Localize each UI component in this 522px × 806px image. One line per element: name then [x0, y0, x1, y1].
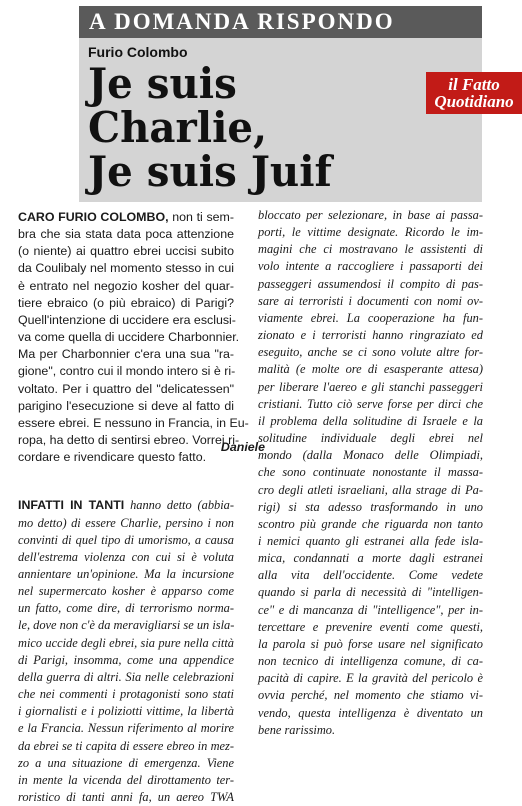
- reply-line: dell'estrema violenza con cui si è voluta: [18, 549, 234, 564]
- reply-line: da ebrei se ti capita di essere ebreo in mez-: [18, 738, 234, 753]
- reply-lead: INFATTI IN TANTI: [18, 498, 125, 513]
- newspaper-logo: [426, 72, 522, 114]
- reply-line: pacità di capire. E la gravità del pericolo è: [258, 671, 483, 686]
- letter-line: tiere ebraico (o più ebraico) di Parigi?: [18, 295, 234, 310]
- reply-line: alla vita dell'occidente. Come vedete: [258, 568, 483, 583]
- letter-line: da Coulibaly nel momento stesso in cui: [18, 261, 234, 276]
- letter-line: ropa, ha detto di sentirsi ebreo. Vorrei ri-: [18, 433, 240, 448]
- reply-text-left: [18, 497, 234, 806]
- reply-line: zo a una situazione di emergenza. Viene: [18, 755, 234, 770]
- column-rubric: A DOMANDA RISPONDO: [79, 6, 482, 38]
- letter-text: non ti sem-: [172, 210, 234, 224]
- reply-line: di Parigi, insomma, come una appendice: [18, 652, 234, 667]
- reply-line: vendo, questa intelligenza è diventato un: [258, 705, 483, 720]
- letter-line: bra che sia stata data poca attenzione: [18, 227, 234, 242]
- reply-line: della guerra di altri. Sia nelle celebrazioni: [18, 669, 234, 684]
- letter-line: va come quella di uccidere Charbonnier.: [18, 330, 240, 345]
- headline-line: Charlie,: [88, 103, 268, 152]
- reply-line: che sono continuate nonostante il massa-: [258, 465, 483, 480]
- reply-line: cro degli atleti israeliani, alla strage di Pa-: [258, 482, 483, 497]
- letter-line: (o niente) ai quattro ebrei uccisi subito: [18, 244, 234, 259]
- letter-line: Ma per Charbonnier c'era una sua "ra-: [18, 347, 234, 362]
- reply-line: porti, le vittime designate. Ricordo le im-: [258, 225, 483, 240]
- reply-line: viamente ebrei. La cooperazione ha fun-: [258, 310, 483, 325]
- reply-line: quando si parla di necessità di "intelligen-: [258, 585, 483, 600]
- author-name: Furio Colombo: [88, 44, 188, 60]
- reply-line: mico uccide degli ebrei, sia pure nella città: [18, 635, 234, 650]
- letter-line: parigino l'esecuzione si deve al fatto di: [18, 398, 234, 413]
- letter-line: [18, 209, 234, 226]
- reply-line: non tecnico di intelligenza comune, di ca-: [258, 654, 483, 669]
- letter-line: cordare e rivendicare questo fatto.: [18, 450, 207, 465]
- reply-line: volo intente a raccogliere i passaporti dei: [258, 259, 483, 274]
- reply-line: convinti di quel tipo di umorismo, a causa: [18, 532, 234, 547]
- headline-line: Je suis Juif: [88, 147, 332, 196]
- letter-salutation: CARO FURIO COLOMBO,: [18, 210, 169, 224]
- reply-text: hanno detto (abbia-: [130, 498, 234, 513]
- article-header: [79, 6, 514, 202]
- reply-line: le, dove non c'è da meravigliarsi se un isla-: [18, 618, 235, 633]
- reply-line: i nemici quanto gli estranei alla fede isla-: [258, 533, 483, 548]
- headline: [88, 59, 414, 196]
- reply-line: rigi) si sta adesso trasformando in uno: [258, 499, 483, 514]
- reply-line: eseguito, anche se ci sono volute altre for-: [258, 345, 483, 360]
- letter-line: essere ebrei. E nessuno in Francia, in Eu-: [18, 415, 249, 430]
- letter-line: gione", contro cui il mondo intero si è ri-: [18, 364, 236, 379]
- reply-line: bloccato per selezionare, in base ai passa-: [258, 208, 483, 222]
- reply-line: che nei commenti i protagonisti sono stati: [18, 687, 234, 702]
- reply-line: nel supermercato kosher è apparso come: [18, 584, 234, 599]
- reply-line: cristiani. Tutto ciò serve forse per dirci che: [258, 396, 483, 411]
- reply-line: mo detto) di essere Charlie, persino i non: [18, 515, 234, 530]
- reply-line: un fatto, come dire, di terrorismo norma-: [18, 601, 234, 616]
- reply-text-right: [258, 207, 483, 739]
- reply-line: solitudine individuale degli ebrei nel: [258, 431, 483, 446]
- letter-line: Quell'intenzione di uccidere era esclusi-: [18, 312, 236, 327]
- reply-line: ovvia perché, nel momento che stiamo vi-: [258, 688, 483, 703]
- reply-line: i giornalisti e i poliziotti vittime, la libertà: [18, 704, 234, 719]
- reply-line: in mente la vicenda del dirottamento ter-: [18, 772, 234, 787]
- reply-line: e la Francia. Nessun riferimento al morire: [18, 721, 234, 736]
- reply-line: mondo (dalla Monaco delle Olimpiadi,: [258, 448, 483, 463]
- reply-line: ce" e di mancanza di "intelligence", per in-: [258, 602, 483, 617]
- reply-line: per liberare l'aereo e gli stanchi passeggeri: [258, 379, 483, 394]
- reply-line: bene rarissimo.: [258, 722, 336, 737]
- headline-line: Je suis: [88, 59, 237, 108]
- reply-line: la parola si può forse usare nel significato: [258, 636, 483, 651]
- reply-line: [18, 497, 234, 514]
- reply-line: zionato e i terroristi hanno ringraziato ed: [258, 328, 483, 343]
- logo-line: Quotidiano: [434, 92, 514, 111]
- reply-line: annientare un'opinione. Ma la incursione: [18, 566, 234, 581]
- reply-line: malità (e molte ore di esasperante attesa): [258, 362, 483, 377]
- reply-line: tercettare e prevenire eventi come questi,: [258, 619, 483, 634]
- letter-signature: Daniele: [220, 440, 265, 454]
- reply-line: passeggeri assumendosi il compito di pas-: [258, 276, 483, 291]
- reply-line: sare ai terroristi i documenti con nomi ov-: [258, 293, 483, 308]
- reply-line: mica, condannati a morte dagli estranei: [258, 551, 483, 566]
- reply-line: scontro più grande che riguarda non tanto: [258, 516, 483, 531]
- letter-line: è entrato nel negozio kosher del quar-: [18, 278, 234, 293]
- letter-line: voltato. Per i quattro del "delicatessen": [18, 381, 234, 396]
- reply-line: il problema della solitudine di Israele e la: [258, 413, 483, 428]
- reply-line: roristico di tanti anni fa, un aereo TWA: [18, 790, 234, 804]
- logo-line: il Fatto: [448, 75, 500, 94]
- reply-line: magini che ci mostravano le assistenti di: [258, 242, 483, 257]
